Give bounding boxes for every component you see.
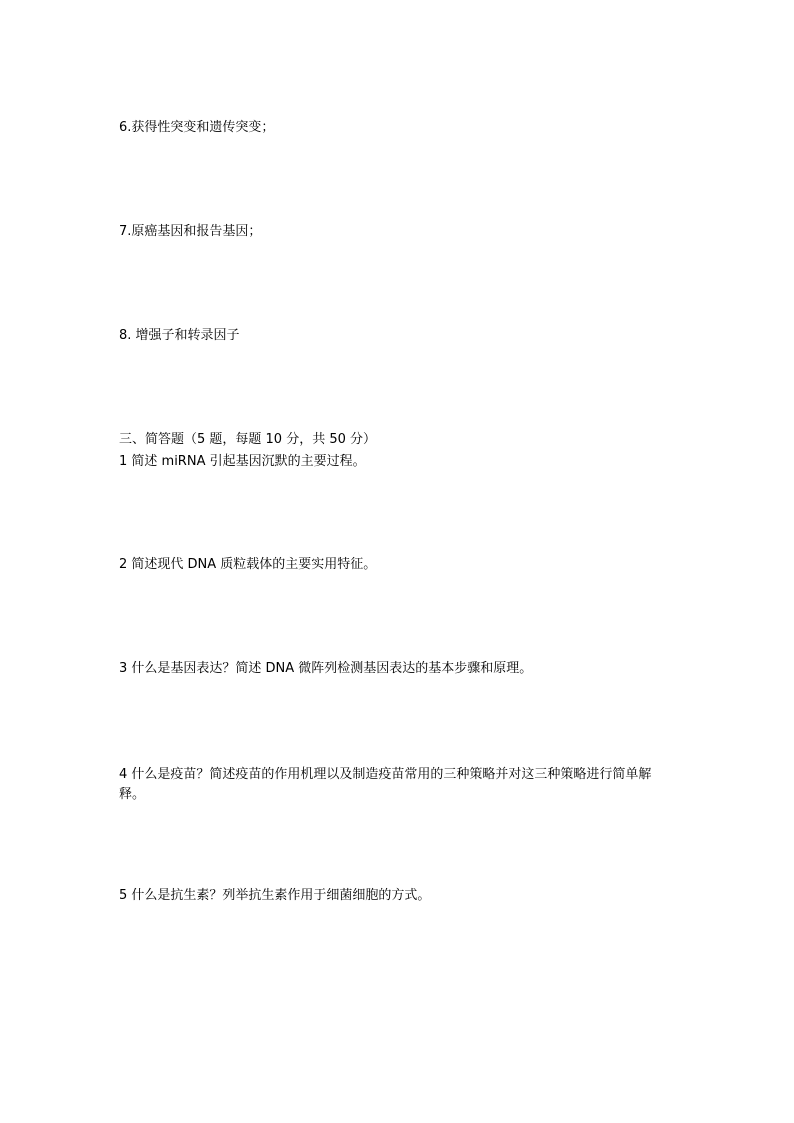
question-5: 5 什么是抗生素？列举抗生素作用于细菌细胞的方式。 [119, 888, 431, 903]
term-item-8: 8. 增强子和转录因子 [119, 328, 240, 343]
question-3: 3 什么是基因表达？简述 DNA 微阵列检测基因表达的基本步骤和原理。 [119, 661, 533, 676]
term-item-6: 6.获得性突变和遗传突变； [119, 120, 275, 135]
question-1: 1 简述 miRNA 引起基因沉默的主要过程。 [119, 454, 366, 469]
section-3-heading: 三、简答题（5 题，每题 10 分，共 50 分） [119, 432, 377, 447]
question-2: 2 简述现代 DNA 质粒载体的主要实用特征。 [119, 557, 377, 572]
question-4: 4 什么是疫苗？简述疫苗的作用机理以及制造疫苗常用的三种策略并对这三种策略进行简单解释。 [119, 767, 652, 802]
term-item-7: 7.原癌基因和报告基因； [119, 224, 262, 239]
